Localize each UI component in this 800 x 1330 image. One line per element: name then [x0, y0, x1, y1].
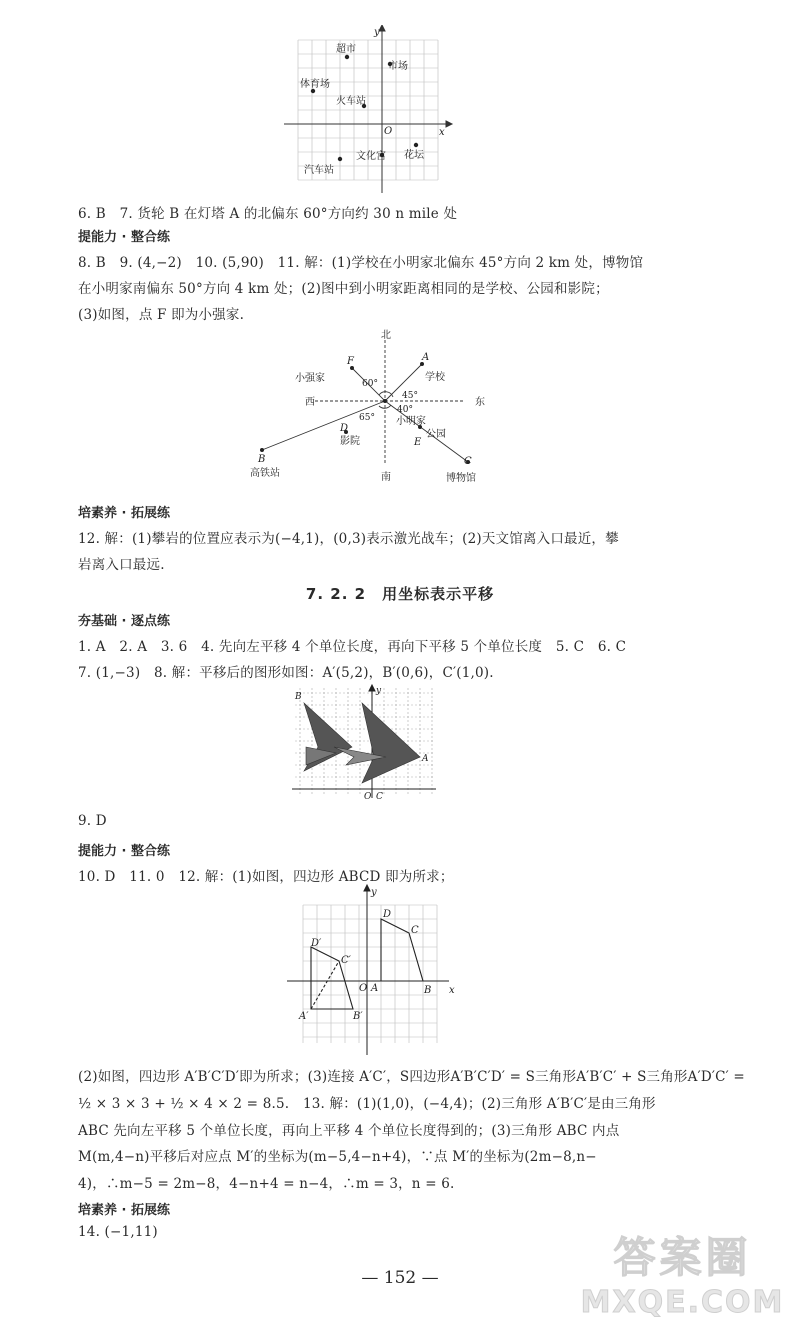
section-heading: 提能力 · 整合练	[78, 230, 170, 245]
label-y-axis: y	[376, 686, 382, 696]
label-point-F: F	[347, 356, 354, 367]
label-point-E: E	[414, 437, 422, 448]
label-point-B: B	[424, 985, 432, 996]
label-point-Ap: A′	[299, 1011, 309, 1022]
label-origin: O	[359, 983, 368, 994]
label-point-C: C	[376, 792, 383, 800]
label-angle-45: 45°	[402, 391, 418, 401]
section-heading: 夯基础 · 逐点练	[78, 614, 170, 629]
label-wenhuagong: 文化宫	[356, 151, 386, 162]
answer-line-13-cont: ABC 先向左平移 5 个单位长度，再向上平移 4 个单位长度得到的；(3)三角形 ABC 内点	[78, 1123, 620, 1139]
label-origin: O	[384, 126, 393, 137]
section-title: 7. 2. 2 用坐标表示平移	[305, 585, 495, 603]
label-yingyuan: 影院	[340, 436, 360, 447]
watermark-top: 答案圈	[613, 1233, 752, 1282]
section-heading: 培素养 · 拓展练	[78, 506, 170, 521]
figure-direction-diagram	[250, 328, 520, 493]
label-point-B: B	[258, 454, 266, 465]
figure-map-grid	[280, 25, 460, 193]
page-number: — 152 —	[361, 1268, 439, 1288]
label-huochezhan: 火车站	[336, 96, 366, 107]
label-xiaoming: 小明家	[396, 416, 426, 427]
label-east: 东	[475, 397, 485, 408]
label-gaotiezhan: 高铁站	[250, 468, 280, 479]
figure-quadrilateral-grid	[283, 883, 463, 1058]
label-origin: O	[364, 792, 372, 800]
answer-line-8-11: 8. B 9. (4,−2) 10. (5,90) 11. 解：(1)学校在小明家北偏东 45°方向 2 km 处，博物馆	[78, 255, 644, 271]
label-angle-60: 60°	[362, 379, 378, 389]
label-gongyuan: 公园	[426, 429, 446, 440]
label-huatan: 花坛	[404, 150, 424, 161]
label-tiyuchang: 体育场	[300, 79, 330, 90]
label-point-D: D	[340, 423, 349, 434]
label-qichezhan: 汽车站	[304, 165, 334, 176]
label-x-axis: x	[439, 127, 445, 138]
label-xiaoqiang: 小强家	[295, 373, 325, 384]
answer-line-13-result: 4)，∴m−5 = 2m−8，4−n+4 = n−4，∴m = 3，n = 6.	[78, 1176, 455, 1192]
answer-line-12-part2: (2)如图，四边形 A′B′C′D′即为所求；(3)连接 A′C′，S四边形A′B′C′D′ = S三角形A′B′C′ + S三角形A′D′C′ =	[78, 1069, 745, 1085]
label-angle-65: 65°	[359, 413, 375, 423]
answer-line-13-point: M(m,4−n)平移后对应点 M′的坐标为(m−5,4−n+4)，∵点 M′的坐标为(2m−8,n−	[78, 1149, 597, 1165]
label-point-B: B	[295, 692, 302, 702]
label-point-A: A	[422, 754, 429, 764]
label-bowuguan: 博物馆	[446, 473, 476, 484]
section-heading: 培素养 · 拓展练	[78, 1203, 170, 1218]
watermark-bottom: MXQE.COM	[580, 1285, 785, 1320]
label-point-Cp: C′	[341, 955, 351, 966]
watermark-logo	[570, 1225, 795, 1325]
label-point-C: C	[464, 456, 472, 467]
label-north: 北	[381, 330, 391, 341]
answer-line-12-calc: ½ × 3 × 3 + ½ × 4 × 2 = 8.5. 13. 解：(1)(1,0)，(−4,4)；(2)三角形 A′B′C′是由三角形	[78, 1096, 656, 1112]
label-x-axis: x	[449, 985, 455, 996]
figure-translation-shapes	[290, 683, 440, 800]
answer-line-1-6: 1. A 2. A 3. 6 4. 先向左平移 4 个单位长度，再向下平移 5 个单位长度 5. C 6. C	[78, 639, 627, 655]
label-south: 南	[381, 472, 391, 483]
answer-line-7-8: 7. (1,−3) 8. 解：平移后的图形如图：A′(5,2)，B′(0,6)，C′(1,0).	[78, 665, 494, 681]
answer-line-9: 9. D	[78, 813, 107, 829]
label-point-Dp: D′	[311, 938, 322, 949]
answer-line-12: 12. 解：(1)攀岩的位置应表示为(−4,1)，(0,3)表示激光战车；(2)天文馆离入口最近，攀	[78, 531, 619, 547]
label-xuexiao: 学校	[425, 372, 445, 383]
label-y-axis: y	[374, 27, 380, 38]
label-point-D: D	[383, 909, 392, 920]
label-point-Bp: B′	[353, 1011, 363, 1022]
label-chaoshi: 超市	[336, 44, 356, 55]
answer-line-11-part3: (3)如图，点 F 即为小强家.	[78, 307, 245, 323]
label-point-C: C	[411, 925, 419, 936]
answer-line-11-cont: 在小明家南偏东 50°方向 4 km 处；(2)图中到小明家距离相同的是学校、公园和影院；	[78, 281, 609, 297]
label-point-A: A	[422, 352, 430, 363]
label-point-A: A	[371, 983, 379, 994]
label-angle-40: 40°	[397, 405, 413, 415]
answer-line-10-12: 10. D 11. 0 12. 解：(1)如图，四边形 ABCD 即为所求；	[78, 869, 454, 885]
answer-line-6-7: 6. B 7. 货轮 B 在灯塔 A 的北偏东 60°方向约 30 n mile 处	[78, 206, 458, 222]
label-y-axis: y	[371, 887, 377, 898]
section-heading: 提能力 · 整合练	[78, 844, 170, 859]
label-shichang: 市场	[388, 61, 408, 72]
answer-line-14: 14. (−1,11)	[78, 1224, 158, 1240]
label-west: 西	[305, 397, 315, 408]
answer-line-12-cont: 岩离入口最远.	[78, 557, 165, 573]
